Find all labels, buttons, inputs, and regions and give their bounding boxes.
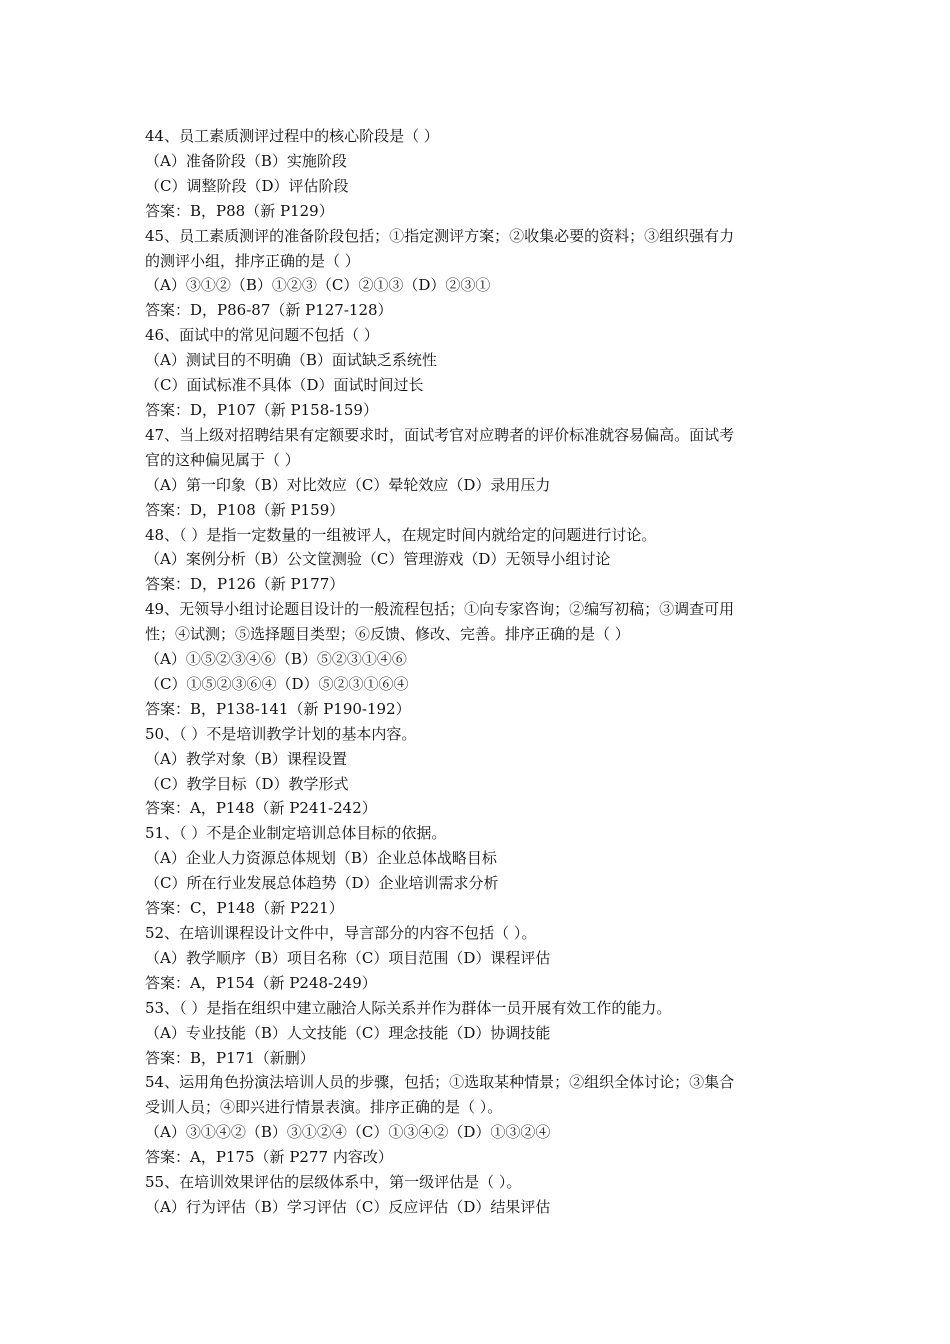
question-44-stem: 44、员工素质测评过程中的核心阶段是（ ）: [145, 127, 439, 145]
question-45-stem-cont: 的测评小组，排序正确的是（ ）: [145, 251, 360, 270]
question-52-answer: 答案：A，P154（新 P248-249）: [145, 973, 377, 992]
question-54-answer: 答案：A，P175（新 P277 内容改）: [145, 1148, 393, 1167]
question-52-stem: 52、在培训课程设计文件中，导言部分的内容不包括（ ）。: [145, 924, 537, 942]
question-48-answer: 答案：D，P126（新 P177）: [145, 575, 345, 594]
question-53-options: （A）专业技能（B）人文技能（C）理念技能（D）协调技能: [145, 1023, 551, 1042]
question-51-stem: 51、（ ）不是企业制定培训总体目标的依据。: [145, 824, 447, 843]
question-46-options-cd: （C）面试标准不具体（D）面试时间过长: [145, 376, 424, 395]
question-46-stem: 46、面试中的常见问题不包括（ ）: [145, 326, 379, 345]
question-44-options-cd: （C）调整阶段（D）评估阶段: [145, 176, 349, 195]
question-53-stem: 53、（ ）是指在组织中建立融洽人际关系并作为群体一员开展有效工作的能力。: [145, 998, 672, 1017]
question-44-options-ab: （A）准备阶段（B）实施阶段: [145, 151, 347, 170]
document-page: [145, 124, 805, 1220]
question-53-answer: 答案：B，P171（新删）: [145, 1048, 315, 1067]
question-50-stem: 50、（ ）不是培训教学计划的基本内容。: [145, 724, 417, 743]
question-51-options-ab: （A）企业人力资源总体规划（B）企业总体战略目标: [145, 849, 497, 868]
question-49-options-cd: （C）①⑤②③⑥④（D）⑤②③①⑥④: [145, 674, 409, 693]
question-46-options-ab: （A）测试目的不明确（B）面试缺乏系统性: [145, 351, 437, 370]
question-50-options-ab: （A）教学对象（B）课程设置: [145, 749, 347, 768]
question-45-answer: 答案：D，P86-87（新 P127-128）: [145, 301, 393, 320]
question-44-answer: 答案：B，P88（新 P129）: [145, 201, 334, 220]
question-45-options: （A）③①②（B）①②③（C）②①③（D）②③①: [145, 276, 491, 295]
question-47-stem: 47、当上级对招聘结果有定额要求时，面试考官对应聘者的评价标准就容易偏高。面试考: [145, 425, 735, 444]
question-47-answer: 答案：D，P108（新 P159）: [145, 500, 345, 519]
question-54-stem: 54、运用角色扮演法培训人员的步骤，包括；①选取某种情景；②组织全体讨论；③集合: [145, 1073, 735, 1092]
question-54-options: （A）③①④②（B）③①②④（C）①③④②（D）①③②④: [145, 1123, 551, 1142]
question-49-stem: 49、无领导小组讨论题目设计的一般流程包括；①向专家咨询；②编写初稿；③调查可用: [145, 600, 735, 619]
question-55-options: （A）行为评估（B）学习评估（C）反应评估（D）结果评估: [145, 1197, 551, 1216]
question-49-stem-cont: 性；④试测；⑤选择题目类型；⑥反馈、修改、完善。排序正确的是（ ）: [145, 625, 630, 644]
question-51-options-cd: （C）所在行业发展总体趋势（D）企业培训需求分析: [145, 874, 499, 893]
question-52-options: （A）教学顺序（B）项目名称（C）项目范围（D）课程评估: [145, 948, 551, 967]
question-47-options: （A）第一印象（B）对比效应（C）晕轮效应（D）录用压力: [145, 475, 551, 494]
question-54-stem-cont: 受训人员；④即兴进行情景表演。排序正确的是（ ）。: [145, 1098, 503, 1117]
question-45-stem: 45、员工素质测评的准备阶段包括；①指定测评方案；②收集必要的资料；③组织强有力: [145, 226, 735, 245]
question-49-answer: 答案：B，P138-141（新 P190-192）: [145, 699, 411, 718]
question-55-stem: 55、在培训效果评估的层级体系中，第一级评估是（ ）。: [145, 1173, 522, 1192]
question-50-answer: 答案：A，P148（新 P241-242）: [145, 799, 377, 818]
question-50-options-cd: （C）教学目标（D）教学形式: [145, 774, 349, 793]
question-49-options-ab: （A）①⑤②③④⑥（B）⑤②③①④⑥: [145, 650, 407, 669]
question-51-answer: 答案：C，P148（新 P221）: [145, 899, 344, 918]
question-47-stem-cont: 官的这种偏见属于（ ）: [145, 450, 300, 469]
question-48-stem: 48、（ ）是指一定数量的一组被评人，在规定时间内就给定的问题进行讨论。: [145, 525, 657, 544]
question-48-options: （A）案例分析（B）公文筐测验（C）管理游戏（D）无领导小组讨论: [145, 550, 611, 569]
question-46-answer: 答案：D，P107（新 P158-159）: [145, 400, 378, 419]
